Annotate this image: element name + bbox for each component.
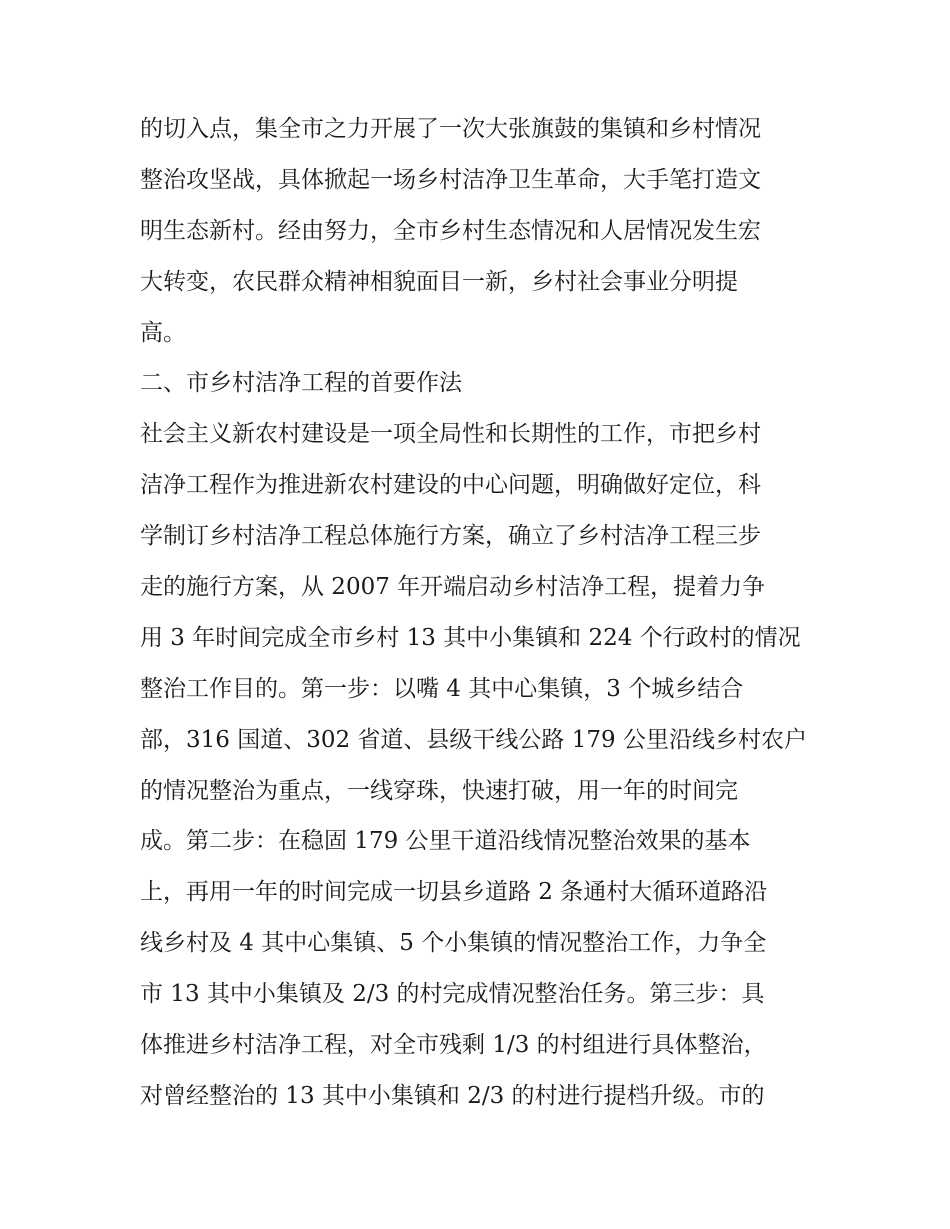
text-line: 市 13 其中小集镇及 2/3 的村完成情况整治任务。第三步：具 [140,981,765,1008]
text-line: 高。 [140,319,186,346]
text-line: 线乡村及 4 其中心集镇、5 个小集镇的情况整治工作，力争全 [140,930,767,957]
text-line: 的切入点，集全市之力开展了一次大张旗鼓的集镇和乡村情况 [140,116,761,142]
text-line: 整治攻坚战，具体掀起一场乡村洁净卫生革命，大手笔打造文 [140,166,761,193]
text-line: 明生态新村。经由努力，全市乡村生态情况和人居情况发生宏 [140,217,761,244]
body-text [140,104,830,1122]
text-line: 学制订乡村洁净工程总体施行方案，确立了乡村洁净工程三步 [140,523,761,550]
text-line: 体推进乡村洁净工程，对全市残剩 1/3 的村组进行具体整治， [140,1032,767,1059]
text-line: 洁净工程作为推进新农村建设的中心问题，明确做好定位，科 [140,472,761,499]
text-line: 大转变，农民群众精神相貌面目一新，乡村社会事业分明提 [140,268,738,295]
text-line: 用 3 年时间完成全市乡村 13 其中小集镇和 224 个行政村的情况 [140,624,801,651]
text-line: 上，再用一年的时间完成一切县乡道路 2 条通村大循环道路沿 [140,879,768,906]
text-line: 对曾经整治的 13 其中小集镇和 2/3 的村进行提档升级。市的 [140,1082,765,1109]
text-line: 部，316 国道、302 省道、县级干线公路 179 公里沿线乡村农户 [140,726,807,753]
text-line: 社会主义新农村建设是一项全局性和长期性的工作，市把乡村 [140,421,761,448]
text-line: 成。第二步：在稳固 179 公里干道沿线情况整治效果的基本 [140,828,751,855]
text-line: 走的施行方案，从 2007 年开端启动乡村洁净工程，提着力争 [140,574,766,601]
text-line: 的情况整治为重点，一线穿珠，快速打破，用一年的时间完 [140,777,738,804]
section-heading: 二、市乡村洁净工程的首要作法 [140,370,462,397]
text-line: 整治工作目的。第一步：以嘴 4 其中心集镇，3 个城乡结合 [140,675,744,702]
